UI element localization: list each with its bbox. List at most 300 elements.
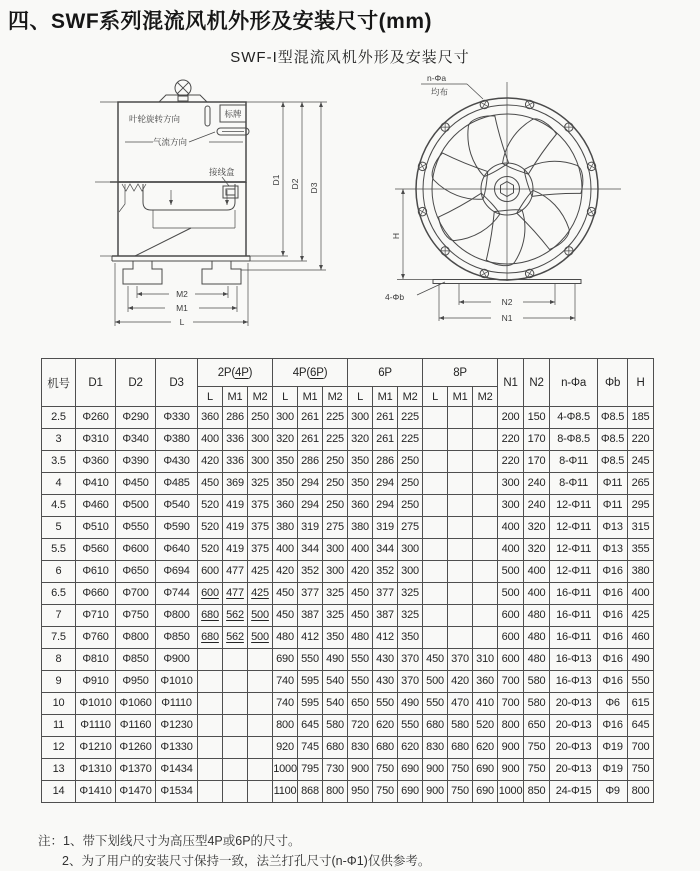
table-cell: [448, 517, 473, 539]
table-cell: [423, 517, 448, 539]
table-cell: 690: [398, 759, 423, 781]
header-sub-m2: M2: [323, 387, 348, 407]
table-cell: 868: [298, 781, 323, 803]
right-foot: [202, 261, 241, 284]
table-cell: 325: [323, 605, 348, 627]
table-cell: 600: [198, 561, 223, 583]
table-cell: 8: [42, 649, 76, 671]
table-cell: 20-Φ13: [550, 693, 598, 715]
table-cell: 700: [628, 737, 654, 759]
table-cell: [423, 473, 448, 495]
table-cell: [248, 781, 273, 803]
table-cell: 360: [348, 495, 373, 517]
table-cell: [473, 561, 498, 583]
table-row: [42, 451, 654, 473]
table-cell: 4: [42, 473, 76, 495]
table-cell: 900: [423, 781, 448, 803]
table-cell: 550: [398, 715, 423, 737]
table-cell: Φ560: [76, 539, 116, 561]
table-cell: 185: [628, 407, 654, 429]
table-cell: 600: [498, 627, 524, 649]
diffuser-cone: [135, 228, 191, 256]
table-cell: Φ390: [116, 451, 156, 473]
table-cell: 500: [248, 605, 273, 627]
table-cell: 319: [298, 517, 323, 539]
table-cell: 300: [248, 429, 273, 451]
table-cell: 420: [198, 451, 223, 473]
base-holes-label: 4-Φb: [385, 292, 405, 302]
table-cell: 387: [298, 605, 323, 627]
table-cell: 6.5: [42, 583, 76, 605]
table-cell: 294: [373, 495, 398, 517]
table-cell: Φ1310: [76, 759, 116, 781]
table-cell: 477: [223, 561, 248, 583]
table-cell: 370: [398, 671, 423, 693]
table-cell: 500: [423, 671, 448, 693]
table-cell: 350: [273, 473, 298, 495]
table-cell: [248, 759, 273, 781]
table-cell: 8-Φ8.5: [550, 429, 598, 451]
table-cell: Φ1410: [76, 781, 116, 803]
table-cell: [473, 495, 498, 517]
table-cell: 300: [323, 561, 348, 583]
table-row: [42, 693, 654, 715]
rotation-direction-label: 叶轮旋转方向: [129, 114, 181, 124]
table-cell: 680: [373, 737, 398, 759]
table-cell: [423, 429, 448, 451]
header-sub-m1: M1: [223, 387, 248, 407]
table-cell: Φ1330: [156, 737, 198, 759]
table-cell: 900: [348, 759, 373, 781]
table-cell: 400: [198, 429, 223, 451]
table-cell: 750: [373, 781, 398, 803]
table-cell: Φ800: [156, 605, 198, 627]
table-row: [42, 605, 654, 627]
table-cell: Φ330: [156, 407, 198, 429]
table-cell: Φ1060: [116, 693, 156, 715]
dim-n2-label: N2: [501, 297, 513, 307]
table-cell: 320: [524, 539, 550, 561]
table-cell: 425: [248, 583, 273, 605]
table-cell: Φ800: [116, 627, 156, 649]
table-cell: 325: [248, 473, 273, 495]
table-cell: 470: [448, 693, 473, 715]
table-row: [42, 759, 654, 781]
table-cell: Φ430: [156, 451, 198, 473]
table-cell: 7: [42, 605, 76, 627]
table-cell: 430: [373, 649, 398, 671]
table-cell: 425: [248, 561, 273, 583]
table-cell: [473, 605, 498, 627]
table-cell: Φ850: [116, 649, 156, 671]
header-sub-l: L: [423, 387, 448, 407]
table-cell: 12-Φ11: [550, 495, 598, 517]
dim-d3-label: D3: [309, 182, 319, 194]
dim-m2-label: M2: [176, 289, 188, 299]
table-row: [42, 407, 654, 429]
table-cell: Φ750: [116, 605, 156, 627]
table-cell: Φ1260: [116, 737, 156, 759]
table-cell: 320: [348, 429, 373, 451]
table-cell: 325: [398, 583, 423, 605]
table-cell: [423, 451, 448, 473]
table-cell: 700: [498, 671, 524, 693]
table-cell: 420: [273, 561, 298, 583]
table-cell: [248, 649, 273, 671]
dim-h-label: H: [391, 232, 401, 240]
dimension-table: [41, 358, 654, 803]
table-cell: 750: [448, 759, 473, 781]
header-h: H: [628, 359, 654, 407]
table-cell: Φ1370: [116, 759, 156, 781]
table-cell: 480: [348, 627, 373, 649]
table-cell: Φ16: [598, 583, 628, 605]
airflow-direction-label: 气流方向: [153, 137, 188, 147]
table-cell: Φ16: [598, 649, 628, 671]
table-cell: 2.5: [42, 407, 76, 429]
table-cell: [423, 539, 448, 561]
table-cell: [448, 583, 473, 605]
header-group-6p: 6P: [348, 359, 423, 387]
table-cell: 690: [473, 781, 498, 803]
table-cell: 412: [298, 627, 323, 649]
table-cell: 520: [198, 517, 223, 539]
table-cell: 400: [273, 539, 298, 561]
table-cell: 350: [273, 451, 298, 473]
table-cell: Φ1110: [156, 693, 198, 715]
table-cell: Φ1010: [156, 671, 198, 693]
table-cell: 562: [223, 605, 248, 627]
table-cell: 750: [373, 759, 398, 781]
table-cell: 580: [524, 693, 550, 715]
table-cell: Φ1160: [116, 715, 156, 737]
table-cell: 286: [373, 451, 398, 473]
table-cell: Φ1010: [76, 693, 116, 715]
table-cell: 3.5: [42, 451, 76, 473]
table-cell: 645: [628, 715, 654, 737]
table-cell: Φ950: [116, 671, 156, 693]
table-cell: Φ380: [156, 429, 198, 451]
table-cell: 10: [42, 693, 76, 715]
table-cell: 420: [348, 561, 373, 583]
table-cell: 595: [298, 693, 323, 715]
table-cell: 336: [223, 429, 248, 451]
table-cell: Φ590: [156, 517, 198, 539]
table-cell: Φ6: [598, 693, 628, 715]
table-cell: [223, 737, 248, 759]
table-cell: Φ13: [598, 539, 628, 561]
table-cell: 300: [498, 495, 524, 517]
dim-n1-label: N1: [501, 313, 513, 323]
table-cell: 261: [298, 429, 323, 451]
table-cell: Φ1230: [156, 715, 198, 737]
header-sub-m2: M2: [398, 387, 423, 407]
table-cell: 7.5: [42, 627, 76, 649]
table-cell: 490: [323, 649, 348, 671]
dim-l-label: L: [179, 317, 185, 327]
table-cell: 830: [423, 737, 448, 759]
table-cell: Φ9: [598, 781, 628, 803]
table-cell: 425: [628, 605, 654, 627]
table-row: [42, 715, 654, 737]
table-cell: Φ1210: [76, 737, 116, 759]
table-cell: 250: [398, 495, 423, 517]
table-cell: 740: [273, 693, 298, 715]
table-cell: 400: [498, 539, 524, 561]
table-cell: 320: [524, 517, 550, 539]
table-cell: 600: [498, 605, 524, 627]
table-cell: 344: [373, 539, 398, 561]
table-cell: Φ8.5: [598, 407, 628, 429]
header-sub-l: L: [198, 387, 223, 407]
table-cell: 12-Φ11: [550, 539, 598, 561]
table-cell: [473, 627, 498, 649]
table-cell: 295: [628, 495, 654, 517]
header-sub-m2: M2: [473, 387, 498, 407]
table-cell: Φ310: [76, 429, 116, 451]
table-cell: 400: [524, 583, 550, 605]
lifting-eyebolt-icon: [175, 80, 191, 101]
header-jihao: 机号: [42, 359, 76, 407]
table-cell: 750: [524, 737, 550, 759]
table-cell: Φ16: [598, 605, 628, 627]
table-cell: 261: [298, 407, 323, 429]
rotation-arrow-icon: [205, 106, 210, 126]
table-cell: 750: [448, 781, 473, 803]
table-cell: 250: [248, 407, 273, 429]
table-cell: 400: [524, 561, 550, 583]
table-cell: 310: [473, 649, 498, 671]
table-cell: 360: [473, 671, 498, 693]
table-cell: 16-Φ13: [550, 671, 598, 693]
table-cell: Φ450: [116, 473, 156, 495]
table-cell: [448, 605, 473, 627]
header-nfa: n-Φa: [550, 359, 598, 407]
table-cell: Φ640: [156, 539, 198, 561]
table-cell: 400: [498, 517, 524, 539]
table-cell: 320: [273, 429, 298, 451]
table-cell: [223, 693, 248, 715]
table-cell: 275: [398, 517, 423, 539]
table-cell: 294: [373, 473, 398, 495]
table-cell: 580: [524, 671, 550, 693]
table-cell: 620: [473, 737, 498, 759]
table-cell: [223, 649, 248, 671]
table-cell: 360: [198, 407, 223, 429]
table-cell: 325: [323, 583, 348, 605]
table-cell: 730: [323, 759, 348, 781]
table-cell: 225: [398, 429, 423, 451]
table-cell: 355: [628, 539, 654, 561]
table-cell: [248, 715, 273, 737]
table-cell: Φ340: [116, 429, 156, 451]
table-row: [42, 649, 654, 671]
table-cell: 319: [373, 517, 398, 539]
table-cell: Φ900: [156, 649, 198, 671]
flange-holes-label: n-Φa: [427, 73, 447, 83]
table-cell: 1000: [273, 759, 298, 781]
table-cell: 410: [473, 693, 498, 715]
table-cell: 387: [373, 605, 398, 627]
table-cell: 1000: [498, 781, 524, 803]
table-cell: [223, 781, 248, 803]
table-cell: 200: [498, 407, 524, 429]
table-cell: 370: [398, 649, 423, 671]
table-cell: 400: [628, 583, 654, 605]
table-cell: 550: [348, 671, 373, 693]
table-cell: 9: [42, 671, 76, 693]
table-cell: Φ1434: [156, 759, 198, 781]
fan-side-view-drawing: [95, 72, 345, 350]
table-cell: Φ600: [116, 539, 156, 561]
table-cell: 380: [628, 561, 654, 583]
table-cell: 325: [398, 605, 423, 627]
table-cell: 3: [42, 429, 76, 451]
spring-mount: [122, 184, 146, 191]
table-cell: 375: [248, 517, 273, 539]
table-cell: Φ360: [76, 451, 116, 473]
table-cell: 600: [198, 583, 223, 605]
table-cell: 550: [423, 693, 448, 715]
drawing-subtitle: SWF-I型混流风机外形及安装尺寸: [230, 49, 470, 66]
table-cell: 377: [298, 583, 323, 605]
table-cell: 400: [348, 539, 373, 561]
table-cell: Φ19: [598, 759, 628, 781]
table-cell: Φ850: [156, 627, 198, 649]
table-cell: 550: [298, 649, 323, 671]
table-cell: [448, 561, 473, 583]
header-n1: N1: [498, 359, 524, 407]
table-cell: 450: [348, 583, 373, 605]
table-cell: 520: [473, 715, 498, 737]
table-cell: 900: [498, 759, 524, 781]
table-cell: 12-Φ11: [550, 517, 598, 539]
table-cell: 700: [498, 693, 524, 715]
table-cell: 740: [273, 671, 298, 693]
table-cell: 250: [323, 473, 348, 495]
table-cell: [448, 451, 473, 473]
table-cell: 680: [198, 605, 223, 627]
table-cell: 540: [323, 671, 348, 693]
table-cell: [198, 737, 223, 759]
table-cell: 5: [42, 517, 76, 539]
table-cell: 8-Φ11: [550, 473, 598, 495]
table-cell: 369: [223, 473, 248, 495]
table-row: [42, 737, 654, 759]
table-cell: [473, 407, 498, 429]
table-cell: 360: [273, 495, 298, 517]
table-cell: 16-Φ13: [550, 649, 598, 671]
table-cell: 480: [524, 649, 550, 671]
table-cell: [423, 627, 448, 649]
header-sub-m1: M1: [373, 387, 398, 407]
table-cell: 600: [498, 649, 524, 671]
footnote-1: 注：1、带下划线尺寸为高压型4P或6P的尺寸。: [38, 834, 301, 848]
table-cell: 490: [628, 649, 654, 671]
table-cell: Φ410: [76, 473, 116, 495]
table-cell: [473, 451, 498, 473]
table-cell: 225: [323, 429, 348, 451]
table-cell: 265: [628, 473, 654, 495]
header-group-4p: 4P(6P): [273, 359, 348, 387]
table-cell: 480: [524, 605, 550, 627]
header-sub-m1: M1: [298, 387, 323, 407]
dim-d2-label: D2: [290, 178, 300, 190]
table-cell: [248, 671, 273, 693]
table-cell: Φ810: [76, 649, 116, 671]
table-cell: Φ694: [156, 561, 198, 583]
table-cell: 419: [223, 539, 248, 561]
table-cell: 352: [298, 561, 323, 583]
table-cell: [473, 429, 498, 451]
table-cell: 300: [273, 407, 298, 429]
table-cell: 550: [373, 693, 398, 715]
junction-box-label: 接线盒: [209, 167, 235, 177]
table-cell: Φ910: [76, 671, 116, 693]
table-cell: [223, 671, 248, 693]
table-cell: 220: [498, 429, 524, 451]
header-group-8p: 8P: [423, 359, 498, 387]
table-cell: 620: [373, 715, 398, 737]
table-cell: [423, 407, 448, 429]
table-cell: 680: [323, 737, 348, 759]
table-cell: 170: [524, 429, 550, 451]
dim-d1-label: D1: [271, 174, 281, 186]
table-cell: 900: [498, 737, 524, 759]
table-cell: [473, 517, 498, 539]
table-cell: [473, 539, 498, 561]
table-cell: 750: [524, 759, 550, 781]
table-cell: Φ550: [116, 517, 156, 539]
table-cell: 580: [323, 715, 348, 737]
table-cell: 352: [373, 561, 398, 583]
table-cell: 920: [273, 737, 298, 759]
table-cell: [448, 539, 473, 561]
table-cell: 300: [348, 407, 373, 429]
table-cell: 16-Φ11: [550, 627, 598, 649]
table-cell: 690: [473, 759, 498, 781]
table-cell: 220: [498, 451, 524, 473]
table-cell: 450: [348, 605, 373, 627]
table-cell: 20-Φ13: [550, 715, 598, 737]
table-cell: 412: [373, 627, 398, 649]
table-cell: 350: [398, 627, 423, 649]
table-cell: [448, 473, 473, 495]
table-cell: [198, 715, 223, 737]
table-cell: 350: [348, 473, 373, 495]
table-cell: Φ485: [156, 473, 198, 495]
table-cell: [198, 781, 223, 803]
table-cell: 620: [398, 737, 423, 759]
table-cell: 12-Φ11: [550, 561, 598, 583]
table-cell: 520: [198, 495, 223, 517]
table-cell: 300: [498, 473, 524, 495]
table-cell: Φ700: [116, 583, 156, 605]
table-cell: Φ16: [598, 627, 628, 649]
table-cell: [473, 473, 498, 495]
table-cell: Φ610: [76, 561, 116, 583]
dim-m1-label: M1: [176, 303, 188, 313]
table-body: [42, 407, 654, 803]
table-cell: 350: [348, 451, 373, 473]
table-cell: 680: [448, 737, 473, 759]
table-row: [42, 671, 654, 693]
table-cell: 420: [448, 671, 473, 693]
table-cell: 650: [348, 693, 373, 715]
table-cell: Φ500: [116, 495, 156, 517]
table-cell: 950: [348, 781, 373, 803]
table-cell: 450: [273, 605, 298, 627]
